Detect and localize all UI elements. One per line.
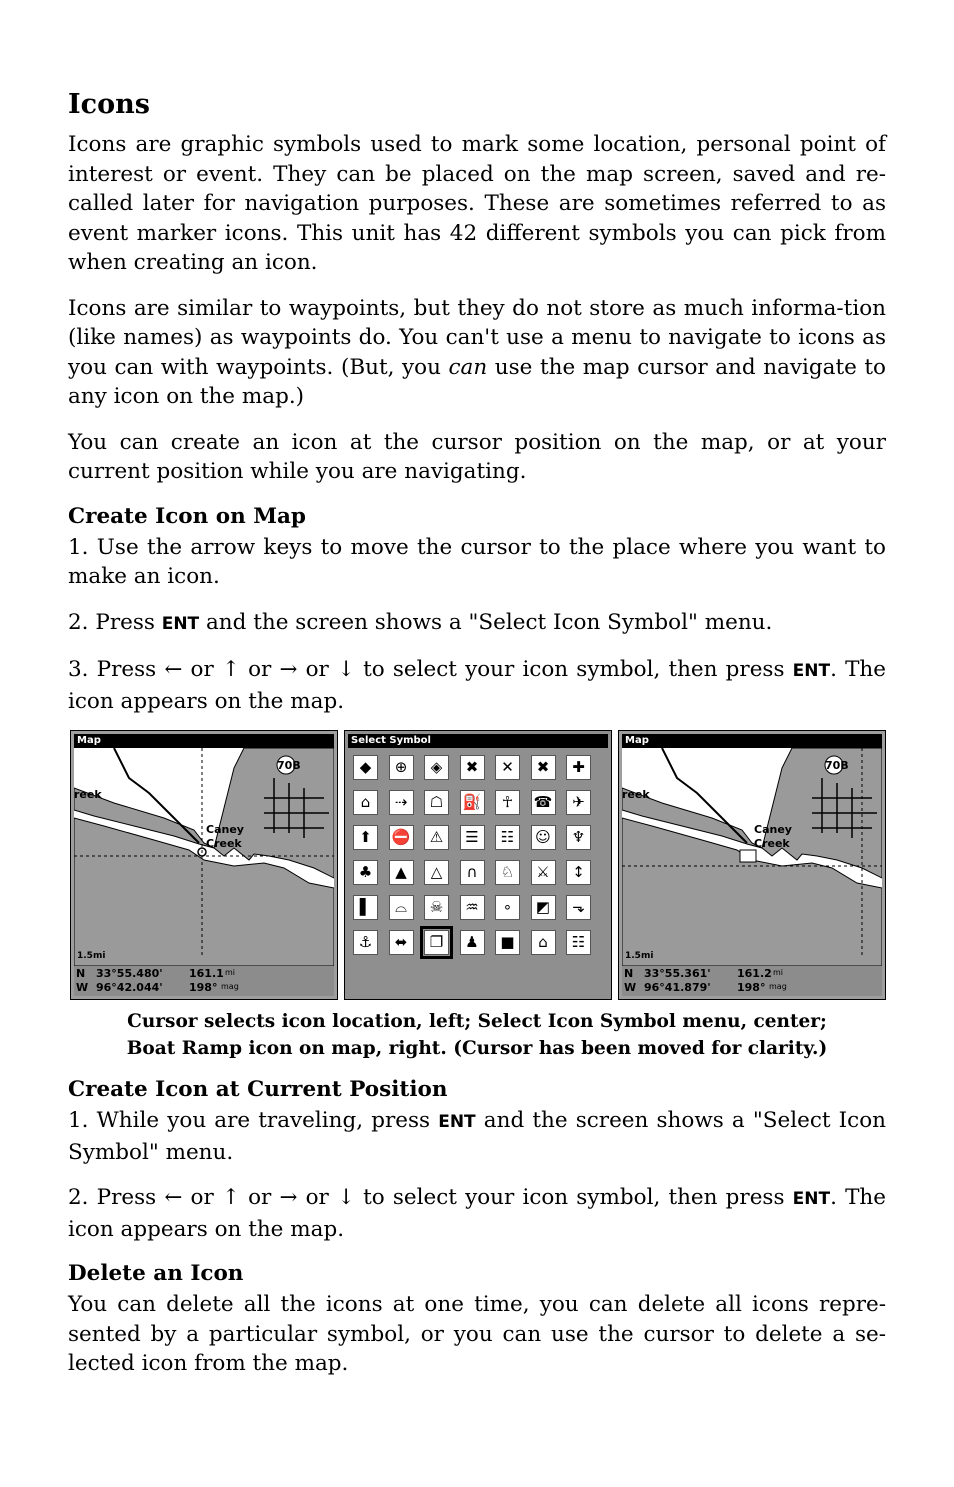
distance: 161.1 (189, 967, 224, 980)
symbol-icon[interactable]: ✖ (460, 755, 485, 780)
lon-dir: W (76, 981, 89, 994)
map-screen-left (70, 730, 338, 1000)
ent-key: ENT (438, 1112, 476, 1132)
symbol-icon[interactable]: ■ (495, 930, 520, 955)
latitude: 33°55.361' (644, 967, 711, 980)
place-label: Creek (754, 837, 790, 850)
symbol-icon[interactable]: ⛽ (460, 790, 485, 815)
symbol-icon[interactable]: ✈ (566, 790, 591, 815)
boat-ramp-icon (740, 850, 756, 862)
symbol-icon[interactable]: ☎ (531, 790, 556, 815)
symbol-icon[interactable]: ◆ (353, 755, 378, 780)
symbol-icon[interactable]: ☷ (495, 825, 520, 850)
page-content (68, 88, 886, 1395)
symbol-icon[interactable]: ♆ (566, 825, 591, 850)
caption-line-2: Boat Ramp icon on map, right. (Cursor has been moved for clarity.) (126, 1038, 828, 1059)
ent-key: ENT (161, 613, 200, 634)
bearing-unit: mag (769, 982, 787, 991)
symbol-icon[interactable]: ☷ (566, 930, 591, 955)
step-1: 1. Use the arrow keys to move the cursor to the place where you want to make an icon. (68, 534, 886, 589)
symbol-icon[interactable]: ✚ (566, 755, 591, 780)
symbol-icon[interactable]: ⚓ (353, 930, 378, 955)
bearing-unit: mag (221, 982, 239, 991)
creek-label: reek (74, 788, 102, 801)
section-title-delete-icon: Delete an Icon (68, 1261, 244, 1286)
symbol-icon[interactable]: ∩ (460, 860, 485, 885)
status-bar (74, 966, 334, 996)
screen-title: Select Symbol (348, 734, 608, 748)
symbol-icon[interactable]: ⊕ (389, 755, 414, 780)
symbol-icon[interactable]: ◩ (531, 895, 556, 920)
symbol-icon[interactable]: ☺ (531, 825, 556, 850)
status-bar (622, 966, 882, 996)
symbol-icon[interactable]: ❐ (424, 930, 449, 955)
symbol-icon[interactable]: ♟ (460, 930, 485, 955)
symbol-icon[interactable]: ⌂ (353, 790, 378, 815)
screen-title: Map (74, 734, 334, 748)
screen-title: Map (622, 734, 882, 748)
symbol-icon[interactable]: ☠ (424, 895, 449, 920)
symbol-icon[interactable]: ✖ (531, 755, 556, 780)
map-screen-right (618, 730, 886, 1000)
distance-unit: mi (225, 968, 236, 977)
step-3: 3. Press ← or ↑ or → or ↓ to select your icon symbol, then press ENT. The icon appears on the map. (68, 657, 886, 714)
symbol-icon[interactable]: ◈ (424, 755, 449, 780)
place-label: Caney (754, 823, 792, 836)
section-title-create-on-map: Create Icon on Map (68, 503, 306, 529)
symbol-icon[interactable]: ♘ (495, 860, 520, 885)
place-label: Creek (206, 837, 242, 850)
symbol-icon[interactable]: △ (424, 860, 449, 885)
symbol-icon[interactable]: ⚔ (531, 860, 556, 885)
map-view (622, 748, 882, 966)
select-symbol-screen (344, 730, 612, 1000)
longitude: 96°42.044' (96, 981, 163, 994)
symbol-icon[interactable]: ⬆ (353, 825, 378, 850)
symbol-icon[interactable]: ⌓ (389, 895, 414, 920)
distance-unit: mi (773, 968, 784, 977)
bearing: 198° (189, 981, 218, 994)
step-2: 2. Press ENT and the screen shows a "Select Icon Symbol" menu. (68, 609, 773, 635)
distance: 161.2 (737, 967, 772, 980)
symbol-icon[interactable]: ⚠ (424, 825, 449, 850)
symbol-icon[interactable]: ⇢ (389, 790, 414, 815)
latitude: 33°55.480' (96, 967, 163, 980)
symbol-icon[interactable]: ⬌ (389, 930, 414, 955)
symbol-icon[interactable]: ♒ (460, 895, 485, 920)
highway-shield: 70B (277, 759, 301, 772)
symbol-icon[interactable]: ☖ (424, 790, 449, 815)
step-2: 2. Press ← or ↑ or → or ↓ to select your icon symbol, then press ENT. The icon appears on the map. (68, 1185, 886, 1242)
delete-paragraph: You can delete all the icons at one time, you can delete all icons repre-sented by a particular symbol, or you can use the cursor to delete a se-lected icon from the map. (68, 1292, 886, 1376)
symbol-icon[interactable]: ☰ (460, 825, 485, 850)
lon-dir: W (624, 981, 637, 994)
symbol-icon[interactable]: ♣ (353, 860, 378, 885)
caption-line-1: Cursor selects icon location, left; Select Icon Symbol menu, center; (127, 1011, 827, 1032)
symbol-icon[interactable]: ⌂ (531, 930, 556, 955)
page-title: Icons (68, 89, 150, 120)
intro-paragraph-2: Icons are similar to waypoints, but they do not store as much informa-tion (like names) as waypoints do. You can't use a menu to navigate to icons as you can with waypoints. (But, you can use the map cursor and navigate to any icon on the map.) (68, 295, 886, 409)
symbol-icon[interactable]: ▲ (389, 860, 414, 885)
symbol-icon[interactable]: ☥ (495, 790, 520, 815)
place-label: Caney (206, 823, 244, 836)
highway-shield: 70B (825, 759, 849, 772)
symbol-icon[interactable]: ∘ (495, 895, 520, 920)
scale-label: 1.5mi (625, 951, 654, 961)
symbol-icon[interactable]: ⬎ (566, 895, 591, 920)
bearing: 198° (737, 981, 766, 994)
intro-paragraph-1: Icons are graphic symbols used to mark some location, personal point of interest or event. They can be placed on the map screen, saved and re-called later for navigation purposes. These are sometimes referred to as event marker icons. This unit has 42 different symbols you can pick from when creating an icon. (68, 132, 886, 275)
step-1: 1. While you are traveling, press ENT and the screen shows a "Select Icon Symbol" menu. (68, 1108, 886, 1165)
longitude: 96°41.879' (644, 981, 711, 994)
figure-screens (68, 730, 886, 1000)
ent-key: ENT (792, 661, 831, 681)
symbol-icon[interactable]: ▌ (353, 895, 378, 920)
emphasis-can: can (448, 354, 488, 380)
intro-paragraph-3: You can create an icon at the cursor position on the map, or at your current position while you are navigating. (68, 429, 886, 484)
symbol-icon[interactable]: ↕ (566, 860, 591, 885)
lat-dir: N (76, 967, 86, 980)
creek-label: reek (622, 788, 650, 801)
figure-caption (68, 1008, 886, 1062)
symbol-icon[interactable]: ✕ (495, 755, 520, 780)
scale-label: 1.5mi (77, 951, 106, 961)
map-view (74, 748, 334, 966)
ent-key: ENT (792, 1189, 831, 1209)
section-title-current-position: Create Icon at Current Position (68, 1077, 448, 1102)
symbol-icon[interactable]: ⛔ (389, 825, 414, 850)
lat-dir: N (624, 967, 634, 980)
